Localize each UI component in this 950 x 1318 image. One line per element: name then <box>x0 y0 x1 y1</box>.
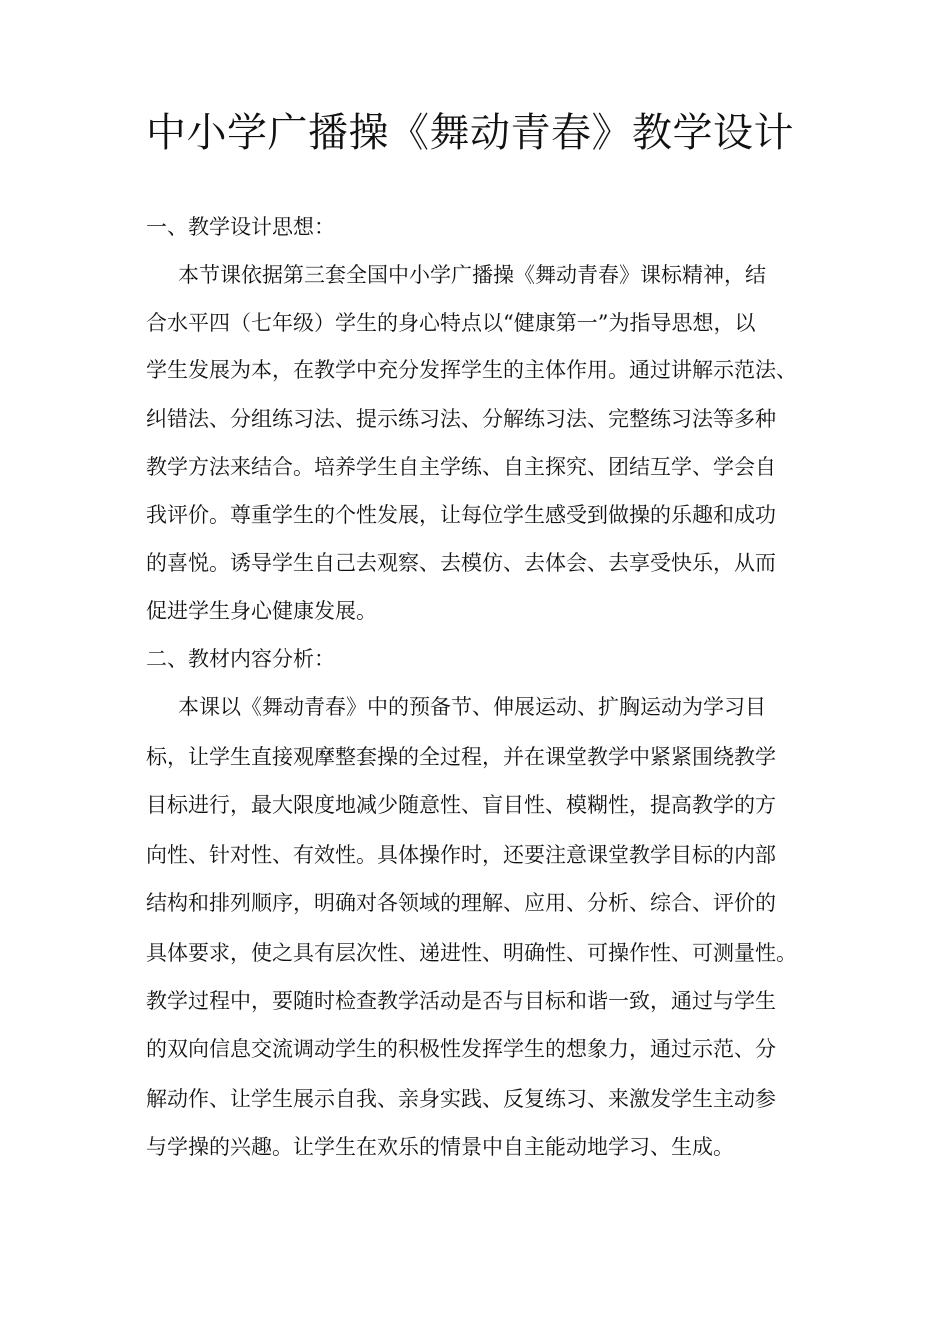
section2-line-8: 的双向信息交流调动学生的积极性发挥学生的想象力，通过示范、分 <box>146 1037 776 1061</box>
section2-line-7: 教学过程中，要随时检查教学活动是否与目标和谐一致，通过与学生 <box>146 989 776 1013</box>
section1-line-6: 我评价。尊重学生的个性发展，让每位学生感受到做操的乐趣和成功 <box>146 503 776 527</box>
section1-line-5: 教学方法来结合。培养学生自主学练、自主探究、团结互学、学会自 <box>146 455 776 479</box>
section2-line-5: 结构和排列顺序，明确对各领域的理解、应用、分析、综合、评价的 <box>146 891 776 915</box>
section1-line-3: 学生发展为本，在教学中充分发挥学生的主体作用。通过讲解示范法、 <box>146 358 797 382</box>
section2-line-3: 目标进行，最大限度地减少随意性、盲目性、模糊性，提高教学的方 <box>146 793 776 817</box>
section2-line-10: 与学操的兴趣。让学生在欢乐的情景中自主能动地学习、生成。 <box>146 1135 734 1159</box>
section1-line-7: 的喜悦。诱导学生自己去观察、去模仿、去体会、去享受快乐，从而 <box>146 551 776 575</box>
section2-line-9: 解动作、让学生展示自我、亲身实践、反复练习、来激发学生主动参 <box>146 1087 776 1111</box>
section2-line-2: 标，让学生直接观摩整套操的全过程，并在课堂教学中紧紧围绕教学 <box>146 745 776 769</box>
section1-line-8: 促进学生身心健康发展。 <box>146 599 377 623</box>
section1-line-1: 本节课依据第三套全国中小学广播操《舞动青春》课标精神，结 <box>178 263 766 287</box>
section2-line-1: 本课以《舞动青春》中的预备节、伸展运动、扩胸运动为学习目 <box>178 695 766 719</box>
section-heading-1: 一、教学设计思想： <box>146 215 335 239</box>
document-title: 中小学广播操《舞动青春》教学设计 <box>146 110 794 156</box>
section2-line-6: 具体要求，使之具有层次性、递进性、明确性、可操作性、可测量性。 <box>146 941 797 965</box>
section1-line-2: 合水平四（七年级）学生的身心特点以“健康第一”为指导思想，以 <box>146 311 756 335</box>
section-heading-2: 二、教材内容分析： <box>146 647 335 671</box>
section2-line-4: 向性、针对性、有效性。具体操作时，还要注意课堂教学目标的内部 <box>146 843 776 867</box>
section1-line-4: 纠错法、分组练习法、提示练习法、分解练习法、完整练习法等多种 <box>146 407 776 431</box>
